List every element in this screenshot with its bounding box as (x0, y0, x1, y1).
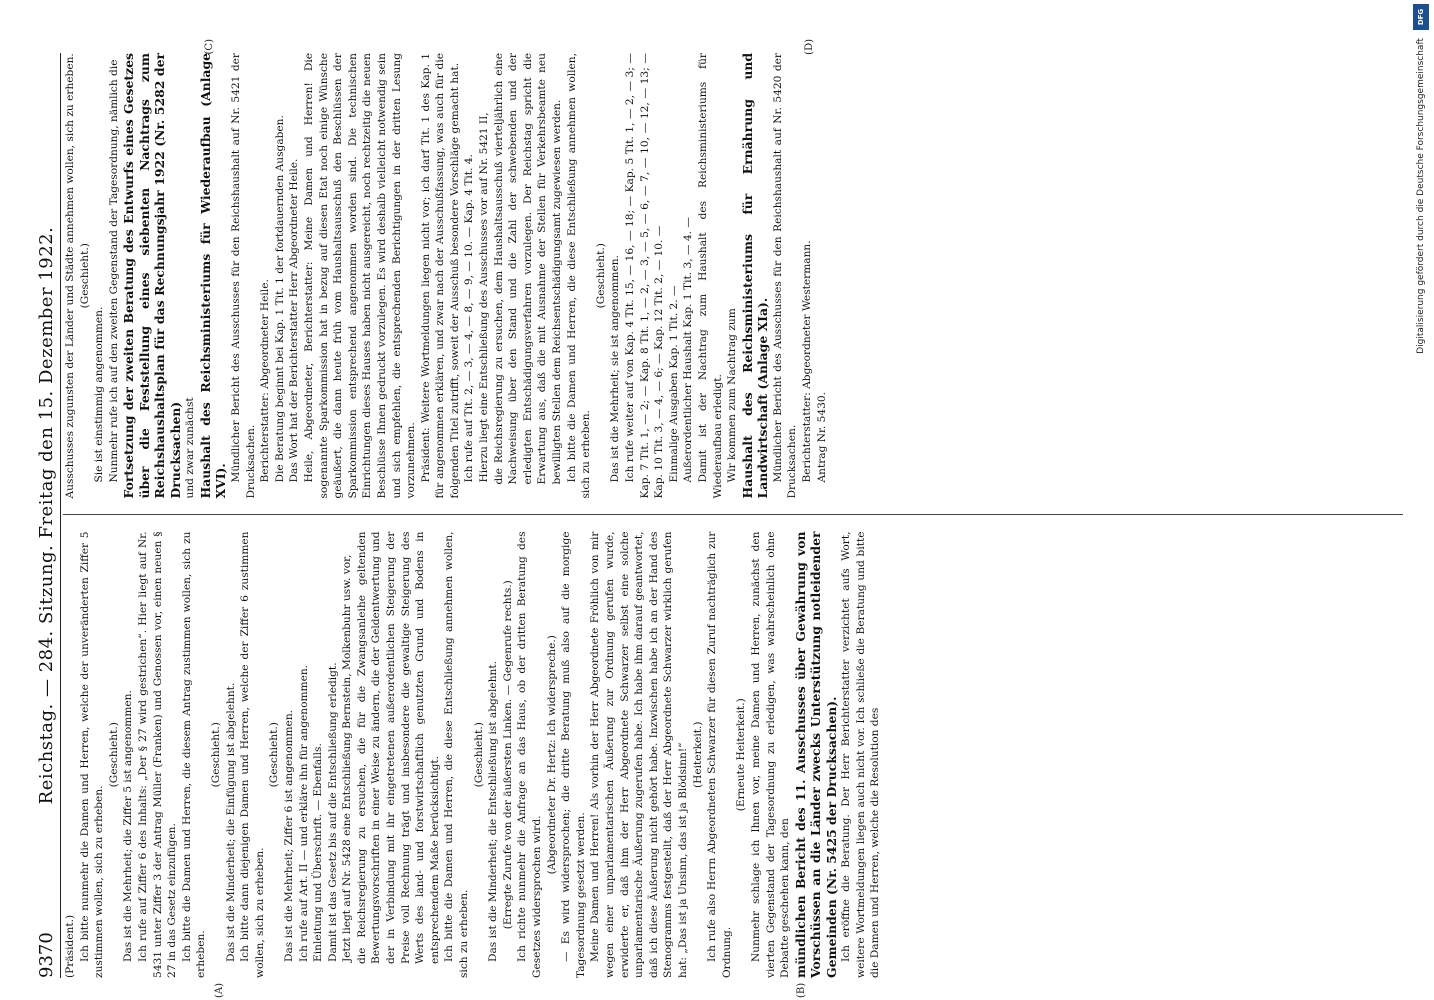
margin-mark-a: (A) (214, 982, 225, 998)
paragraph: Berichterstatter: Abgeordneter Westermann. (800, 240, 813, 483)
paragraph: die Reichsregierung zu ersuchen, die für die Zwangsanleihe geltenden Bewertungsvorschriften in einer Weise zu ändern, die der Geldentwertung und der in Verbindung mit ihr eingetretenen außerordentlichen Steigerung der Preise voll Rechnung trägt und insbesondere die gewaltige Steigerung des Werts des land- und forstwirtschaftlich genutzten Grund und Bodens in entsprechendem Maße berücksichtigt. (355, 531, 441, 964)
paragraph: (Geschieht.) (78, 243, 91, 309)
paragraph: die Reichsregierung zu ersuchen, dem Haushaltsausschuß vierteljährlich eine Nachweisung über den Stand und die Zahl der schwebenden und der erledigten Entschädigungsverfahren vorzulegen. Der Reichstag spricht die Erwartung aus, daß die mit Ausnahme der Stellen für Verkehrsbeamte neu bewilligten Stellen dem Reichsentschädigungsamt zugewiesen werden. (492, 53, 564, 485)
right-column (63, 39, 1403, 516)
margin-mark-c: (C) (204, 39, 215, 55)
dfg-logo-text: DFG (1417, 8, 1425, 26)
dfg-logo (1413, 4, 1429, 30)
paragraph: Ich rufe weiter auf von Kap. 4 Tit. 15, — 16, — 18; — Kap. 5 Tit. 1, — 2, — 3; — Kap. 7 Tit. 1, — 2; — Kap. 8 Tit. 1, — 2, — 3, — 5, — 6, — 7, — 10, — 12, — 13; — Kap. 10 Tit. 3, — 4, — 6; — Kap. 12 Tit. 2, — 10. — (624, 53, 666, 499)
paragraph: Berichterstatter: Abgeordneter Heile. (259, 279, 272, 483)
paragraph: Nunmehr schlage ich Ihnen vor, meine Damen und Herren, zunächst den vierten Gegenstand der Tagesordnung zu erledigen, was wahrscheinlich ohne Debatte geschehen kann, den (749, 531, 792, 978)
paragraph: Mündlicher Bericht des Ausschusses für den Reichshaushalt auf Nr. 5421 der Drucksachen. (229, 53, 257, 499)
paragraph: Außerordentlicher Haushalt Kap. 1 Tit. 3, — 4. — (682, 217, 695, 483)
paragraph: (Erneute Heiterkeit.) (735, 698, 748, 812)
paragraph: Nunmehr rufe ich auf den zweiten Gegenstand der Tagesordnung, nämlich die (107, 59, 120, 483)
rotated-page (22, 35, 1407, 1000)
paragraph: Antrag Nr. 5430. (815, 392, 828, 483)
paragraph: Ich bitte die Damen und Herren, die diesem Antrag zustimmen wollen, sich zu erheben. (180, 531, 208, 978)
paragraph: Damit ist der Nachtrag zum Haushalt des Reichsministeriums für Wiederaufbau erledigt. (696, 53, 724, 499)
paragraph: (Geschieht.) (594, 243, 607, 309)
left-column (63, 516, 1403, 998)
paragraph: mündlichen Bericht des 11. Ausschusses über Gewährung von Vorschüssen an die Länder zwecks Unterstützung notleidender Gemeinden (Nr. 5425 der Drucksachen). (792, 531, 839, 978)
paragraph: Ich rufe also Herrn Abgeordneten Schwarzer für diesen Zuruf nachträglich zur Ordnung. (706, 531, 733, 978)
paragraph: Ich bitte dann diejenigen Damen und Herren, welche der Ziffer 6 zustimmen wollen, sich zu erheben. (239, 531, 266, 978)
paragraph: (Geschieht.) (472, 722, 485, 788)
paragraph: Einmalige Ausgaben Kap. 1 Tit. 2. — (667, 285, 680, 483)
two-column-body (63, 39, 1403, 998)
paragraph: Ich bitte die Damen und Herren, die diese Entschließung annehmen wollen, sich zu erheben. (443, 531, 471, 978)
paragraph: Einleitung und Überschrift. — Ebenfalls. (312, 743, 325, 962)
paragraph: Ich richte nunmehr die Anfrage an das Haus, ob der dritten Beratung des Gesetzes widersprochen wird. (516, 531, 543, 978)
paragraph: (Heiterkeit.) (691, 721, 704, 788)
digitization-sidebar (1412, 4, 1430, 996)
paragraph: Ich eröffne die Beratung. Der Herr Berichterstatter verzichtet aufs Wort, weitere Wortmeldungen liegen auch nicht vor. Ich schließe die Beratung und bitte die Damen und Herren, welche die Resolution des (840, 531, 882, 978)
paragraph: Das ist die Mehrheit; sie ist angenommen. (609, 255, 622, 483)
paragraph: Ich rufe auf Ziffer 6 des Inhalts: „Der § 27 wird gestrichen“. Hier liegt auf Nr. 5431 unter Ziffer 3 der Antrag Müller (Franken) und Genossen vor, einen neuen § 27 in das Gesetz einzufügen. (136, 531, 179, 978)
paragraph: Das ist die Minderheit; die Einfügung ist abgelehnt. (224, 682, 237, 962)
paragraph: Damit ist das Gesetz bis auf die Entschließung erledigt. (326, 662, 339, 962)
paragraph: Präsident: Weitere Wortmeldungen liegen nicht vor; ich darf Tit. 1 des Kap. 1 für angenommen erklären, und zwar nach der Ausschußfassung, was auch für die folgenden Titel zutrifft, soweit der Ausschuß besondere Vorschläge gemacht hat. (419, 53, 461, 499)
paragraph: Ausschusses zugunsten der Länder und Städte annehmen wollen, sich zu erheben. (64, 53, 76, 499)
paragraph: Das ist die Minderheit; die Entschließung ist abgelehnt. (487, 661, 500, 962)
paragraph: (Präsident.) (64, 914, 76, 978)
paragraph: Jetzt liegt auf Nr. 5428 eine Entschließung Bernstein, Molkenbuhr usw. vor, (341, 554, 354, 962)
paragraph: (Geschieht.) (107, 722, 120, 788)
paragraph: (Abgeordneter Dr. Hertz: Ich widerspreche.) (545, 635, 558, 875)
paragraph: Das Wort hat der Berichterstatter Herr Abgeordneter Heile. (288, 158, 301, 483)
paragraph: (Erregte Zurufe von der äußersten Linken. — Gegenrufe rechts.) (501, 580, 514, 930)
paragraph: Sie ist einstimmig angenommen. (93, 306, 106, 483)
paragraph: Wir kommen zum Nachtrag zum (726, 308, 739, 483)
paragraph: Ich bitte die Damen und Herren, die diese Entschließung annehmen wollen, sich zu erheben. (565, 53, 593, 499)
margin-mark-d: (D) (804, 39, 815, 55)
paragraph: Die Beratung beginnt bei Kap. 1 Tit. 1 der fortdauernden Ausgaben. (273, 115, 286, 483)
paragraph: Haushalt des Reichsministeriums für Wiederaufbau (Anlage XVI). (197, 53, 229, 499)
paragraph: Meine Damen und Herren! Als vorhin der Herr Abgeordnete Fröhlich von mir wegen einer unparlamentarischen Äußerung zur Ordnung gerufen wurde, erwiderte er, daß ihm der Herr Abgeordnete Schwarzer selbst eine solche unparlamentarische Äußerung zugerufen habe. Ich habe ihm darauf geantwortet, daß ich diese Äußerung nicht gehört habe. Inzwischen habe ich an der Hand des Stenogramms festgestellt, daß der Herr Abgeordnete Schwarzer wirklich gerufen hat: „Das ist ja Unsinn, das ist ja Blödsinn!“ (589, 531, 689, 978)
digitization-credit: Digitalisierung gefördert durch die Deutsche Forschungsgemeinschaft (1416, 38, 1426, 354)
paragraph: (Geschieht.) (209, 722, 222, 788)
paragraph: Das ist die Mehrheit; Ziffer 6 ist angenommen. (282, 709, 295, 962)
page-number: 9370 (36, 932, 57, 978)
paragraph: Fortsetzung der zweiten Beratung des Entwurfs eines Gesetzes über die Feststellung eines siebenten Nachtrags zum Reichshaushaltsplan für das Rechnungsjahr 1922 (Nr. 5282 der Drucksachen) (121, 53, 183, 499)
paragraph: und zwar zunächst (184, 397, 197, 499)
page-title: Reichstag. — 284. Sitzung. Freitag den 15. Dezember 1922. (36, 226, 57, 805)
paragraph: Mündlicher Bericht des Ausschusses für den Reichshaushalt auf Nr. 5420 der Drucksachen. (771, 53, 799, 499)
paragraph: — Es wird widersprochen; die dritte Beratung muß also auf die morgige Tagesordnung gesetzt werden. (560, 531, 587, 978)
margin-mark-b: (B) (796, 982, 807, 998)
paragraph: (Geschieht.) (268, 722, 281, 788)
paragraph: Hierzu liegt eine Entschließung des Ausschusses vor auf Nr. 5421 II, (478, 112, 491, 483)
paragraph: Heile, Abgeordneter, Berichterstatter: Meine Damen und Herren! Die sogenannte Sparkommission hat in bezug auf diesen Etat noch einige Wünsche geäußert, die dann heute früh vom Haushaltsausschuß den Beschlüssen der Sparkommission entsprechend angenommen worden sind. Die technischen Einrichtungen dieses Hauses haben nicht ausgereicht, noch rechtzeitig die neuen Beschlüsse Ihnen gedruckt vorzulegen. Es wird deshalb vielleicht notwendig sein und sich empfehlen, die entsprechenden Berichtigungen in der dritten Lesung vorzunehmen. (302, 53, 418, 499)
paragraph: Ich rufe auf Tit. 2, — 3, — 4, — 8, — 9, — 10. — Kap. 4 Tit. 4. (463, 154, 476, 483)
paragraph: Ich rufe auf Art. II — und erkläre ihn für angenommen. (297, 664, 310, 962)
paragraph: Ich bitte nunmehr die Damen und Herren, welche der unveränderten Ziffer 5 zustimmen wollen, sich zu erheben. (78, 531, 106, 978)
page-header (32, 53, 61, 978)
paragraph: Haushalt des Reichsministeriums für Ernährung und Landwirtschaft (Anlage XIa). (739, 53, 771, 499)
paragraph: Das ist die Mehrheit; die Ziffer 5 ist angenommen. (122, 690, 135, 962)
